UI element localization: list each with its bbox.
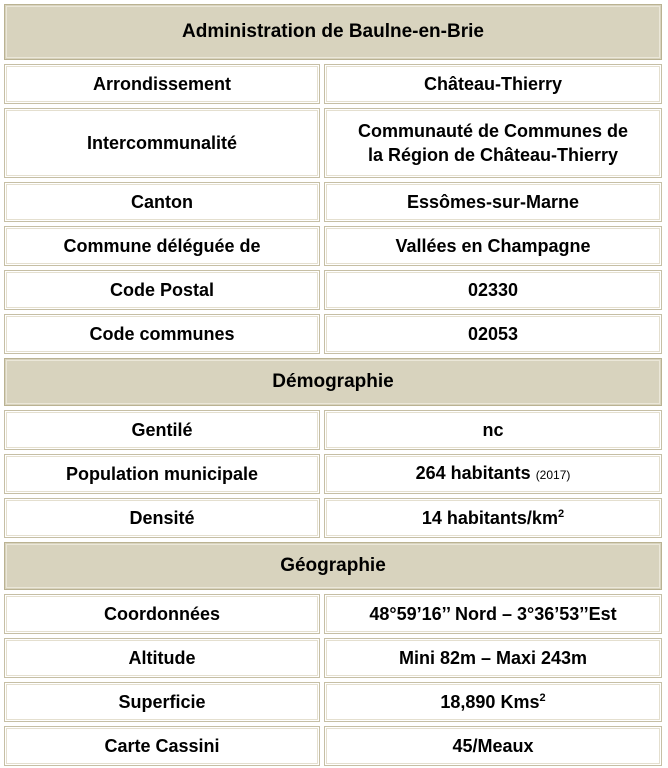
row-value-cell [324,182,662,222]
densite-superscript: 2 [557,508,565,520]
table-row-altitude [2,636,664,680]
table-row-densite [2,496,664,540]
row-label: Canton [131,192,193,212]
row-value: 48°59’16’’ Nord – 3°36’53’’Est [369,604,617,624]
row-value: 02053 [467,324,519,344]
row-value-cell [324,410,662,450]
row-label: Population municipale [65,464,258,484]
densite-value: 14 habitants/km [421,508,558,528]
section-heading-geographie [4,542,662,590]
table-row-superficie [2,680,664,724]
table-row-arrondissement [2,62,664,106]
table-row-coordonnees [2,592,664,636]
row-value-cell [324,726,662,766]
row-value: 02330 [467,280,519,300]
row-label-cell [4,182,320,222]
section-row-geographie [2,540,664,592]
row-label: Gentilé [131,420,193,440]
row-label: Carte Cassini [104,736,220,756]
row-label: Coordonnées [103,604,220,624]
row-label: Intercommunalité [86,133,238,153]
row-label-cell [4,638,320,678]
row-label: Code communes [89,324,235,344]
table-row-code-postal [2,268,664,312]
row-value [416,461,571,487]
row-label: Arrondissement [92,74,232,94]
row-value [422,506,564,530]
row-label-cell [4,226,320,266]
table-row-carte-cassini [2,724,664,768]
population-year-note: (2017) [535,468,571,482]
superficie-value: 18,890 Kms [440,692,540,712]
row-label: Code Postal [109,280,215,300]
row-value-cell [324,594,662,634]
row-label-cell [4,498,320,538]
row-value-line2: la Région de Château-Thierry [367,145,619,165]
row-value-cell [324,226,662,266]
row-value: Mini 82m – Maxi 243m [398,648,588,668]
row-value-line1: Communauté de Communes de [357,121,629,141]
row-label-cell [4,594,320,634]
row-label: Commune déléguée de [63,236,261,256]
superficie-superscript: 2 [539,692,546,704]
row-label-cell [4,726,320,766]
table-row-population [2,452,664,496]
title-row [2,2,664,62]
row-value-cell [324,498,662,538]
row-value-cell [324,64,662,104]
row-value: nc [482,420,504,440]
table-row-commune-deleguee [2,224,664,268]
table-title [4,4,662,60]
table-row-intercommunalite [2,106,664,180]
row-label-cell [4,410,320,450]
table-row-gentile [2,408,664,452]
section-heading-text: Démographie [272,371,394,392]
row-label-cell [4,682,320,722]
row-label-cell [4,270,320,310]
row-label-cell [4,454,320,494]
table-row-canton [2,180,664,224]
section-heading-demographie [4,358,662,406]
row-value-cell [324,108,662,178]
row-value [358,119,628,167]
row-value: Vallées en Champagne [395,236,591,256]
row-value-cell [324,454,662,494]
row-value-cell [324,270,662,310]
row-value: 45/Meaux [452,736,534,756]
row-value [440,690,545,714]
row-value-cell [324,314,662,354]
row-label-cell [4,314,320,354]
row-value: Essômes-sur-Marne [406,192,580,212]
table-title-text: Administration de Baulne-en-Brie [182,21,484,42]
row-label-cell [4,64,320,104]
row-value: Château-Thierry [423,74,563,94]
row-label-cell [4,108,320,178]
row-value-cell [324,682,662,722]
section-row-demographie [2,356,664,408]
commune-info-table [2,2,664,768]
row-label: Altitude [128,648,196,668]
row-label: Densité [129,508,195,528]
population-value: 264 habitants [415,463,531,483]
row-value-cell [324,638,662,678]
table-row-code-communes [2,312,664,356]
row-label: Superficie [118,692,206,712]
section-heading-text: Géographie [280,555,386,576]
